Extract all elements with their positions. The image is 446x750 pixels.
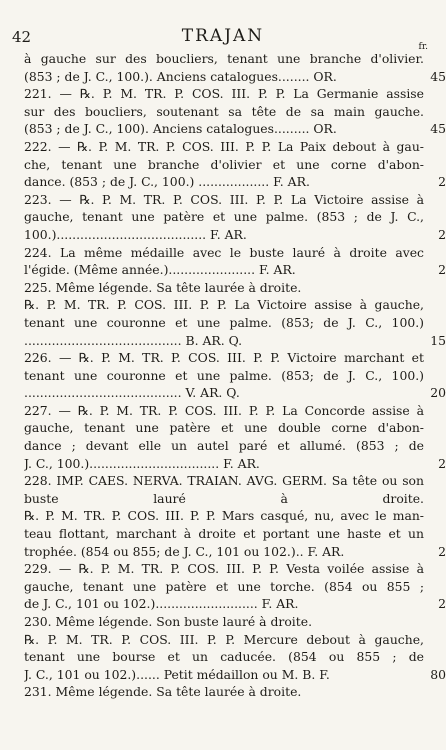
entry-line: 227. — ℞. P. M. TR. P. COS. III. P. P. La Concorde assise à xyxy=(24,402,424,418)
catalogue-entry xyxy=(24,296,446,349)
catalogue-entry xyxy=(24,683,424,701)
entry-price: 2 xyxy=(438,262,446,278)
entry-line: ℞. P. M. TR. P. COS. III. P. P. Mercure debout à gauche, xyxy=(24,631,424,647)
catalogue-entry xyxy=(24,349,446,402)
entry-line: 231. Même légende. Sa tête laurée à droite. xyxy=(24,684,302,700)
entry-line: ........................................ B. AR. Q. xyxy=(24,332,243,348)
entry-price: 2 xyxy=(438,226,446,242)
entry-line: teau flottant, marchant à droite et portant une haste et un xyxy=(24,526,424,542)
entry-line: che, tenant une branche d'olivier et une corne d'abon- xyxy=(24,156,424,172)
entry-line: buste lauré à droite. xyxy=(24,490,424,506)
entry-price: 2 xyxy=(438,174,446,190)
entry-price: 20 xyxy=(430,385,446,401)
entry-line: 223. — ℞. P. M. TR. P. COS. III. P. P. La Victoire assise à xyxy=(24,191,424,207)
entry-line: dance. (853 ; de J. C., 100.) .................. F. AR. xyxy=(24,174,310,190)
page-title: TRAJAN xyxy=(181,26,265,46)
price-unit: fr. xyxy=(418,42,428,52)
entry-line: tenant une bourse et un caducée. (854 ou 855 ; de xyxy=(24,649,424,665)
entry-line: 229. — ℞. P. M. TR. P. COS. III. P. P. Vesta voilée assise à xyxy=(24,561,424,577)
entry-line: (853 ; de J. C., 100.). Anciens catalogues........ OR. xyxy=(24,68,337,84)
entry-line: gauche, tenant une patère et une palme. (853 ; de J. C., xyxy=(24,209,424,225)
entry-line: l'égide. (Même année.)...................... F. AR. xyxy=(24,262,296,278)
page-header xyxy=(0,22,446,46)
entry-line: 228. IMP. CAES. NERVA. TRAIAN. AVG. GERM. Sa tête ou son xyxy=(24,473,424,489)
entry-line: ........................................ V. AR. Q. xyxy=(24,385,240,401)
entry-line: gauche, tenant une patère et une torche. (854 ou 855 ; xyxy=(24,578,424,594)
entry-line: à gauche sur des boucliers, tenant une branche d'olivier. xyxy=(24,51,424,66)
entry-line: dance ; devant elle un autel paré et allumé. (853 ; de xyxy=(24,438,424,454)
entry-line: 230. Même légende. Son buste lauré à droite. xyxy=(24,614,313,629)
entry-price: 2 xyxy=(438,455,446,471)
entry-line: 222. — ℞. P. M. TR. P. COS. III. P. P. La Paix debout à gau- xyxy=(24,138,424,154)
catalogue-entry xyxy=(24,85,446,138)
catalogue-entries xyxy=(24,50,446,701)
entry-line: sur des boucliers, soutenant sa tête de sa main gauche. xyxy=(24,103,424,119)
entry-line: de J. C., 101 ou 102.).......................... F. AR. xyxy=(24,596,299,612)
catalogue-entry xyxy=(24,631,446,684)
catalogue-entry xyxy=(24,138,446,191)
entry-line: ℞. P. M. TR. P. COS. III. P. P. Mars casqué, nu, avec le man- xyxy=(24,508,424,524)
catalogue-entry xyxy=(24,50,446,85)
entry-line: 224. La même médaille avec le buste lauré à droite avec xyxy=(24,244,424,260)
entry-price: 45 xyxy=(430,121,446,137)
entry-line: J. C., 101 ou 102.)...... Petit médaillon ou M. B. F. xyxy=(24,666,330,682)
entry-line: 100.)...................................... F. AR. xyxy=(24,226,247,242)
entry-line: 226. — ℞. P. M. TR. P. COS. III. P. P. Victoire marchant et xyxy=(24,350,424,366)
page-number: 42 xyxy=(12,28,32,46)
catalogue-entry xyxy=(24,279,424,297)
entry-line: gauche, tenant une patère et une double corne d'abon- xyxy=(24,420,424,436)
catalogue-entry xyxy=(24,244,446,279)
catalogue-entry xyxy=(24,613,424,631)
entry-line: tenant une couronne et une palme. (853; de J. C., 100.) xyxy=(24,314,424,330)
entry-line: 225. Même légende. Sa tête laurée à droite. xyxy=(24,279,302,295)
entry-line: tenant une couronne et une palme. (853; de J. C., 100.) xyxy=(24,367,424,383)
catalogue-entry xyxy=(24,472,446,560)
entry-line: J. C., 100.)................................. F. AR. xyxy=(24,455,260,471)
entry-price: 15 xyxy=(430,332,446,348)
entry-price: 45 xyxy=(430,68,446,84)
entry-price: 80 xyxy=(430,666,446,682)
entry-price: 2 xyxy=(438,543,446,559)
catalogue-entry xyxy=(24,560,446,613)
entry-price: 2 xyxy=(438,596,446,612)
catalogue-entry xyxy=(24,191,446,244)
catalogue-entry xyxy=(24,402,446,472)
entry-line: 221. — ℞. P. M. TR. P. COS. III. P. P. La Germanie assise xyxy=(24,86,424,102)
entry-line: ℞. P. M. TR. P. COS. III. P. P. La Victoire assise à gauche, xyxy=(24,297,424,313)
entry-line: (853 ; de J. C., 100). Anciens catalogues......... OR. xyxy=(24,121,337,137)
entry-line: trophée. (854 ou 855; de J. C., 101 ou 102.).. F. AR. xyxy=(24,543,345,559)
